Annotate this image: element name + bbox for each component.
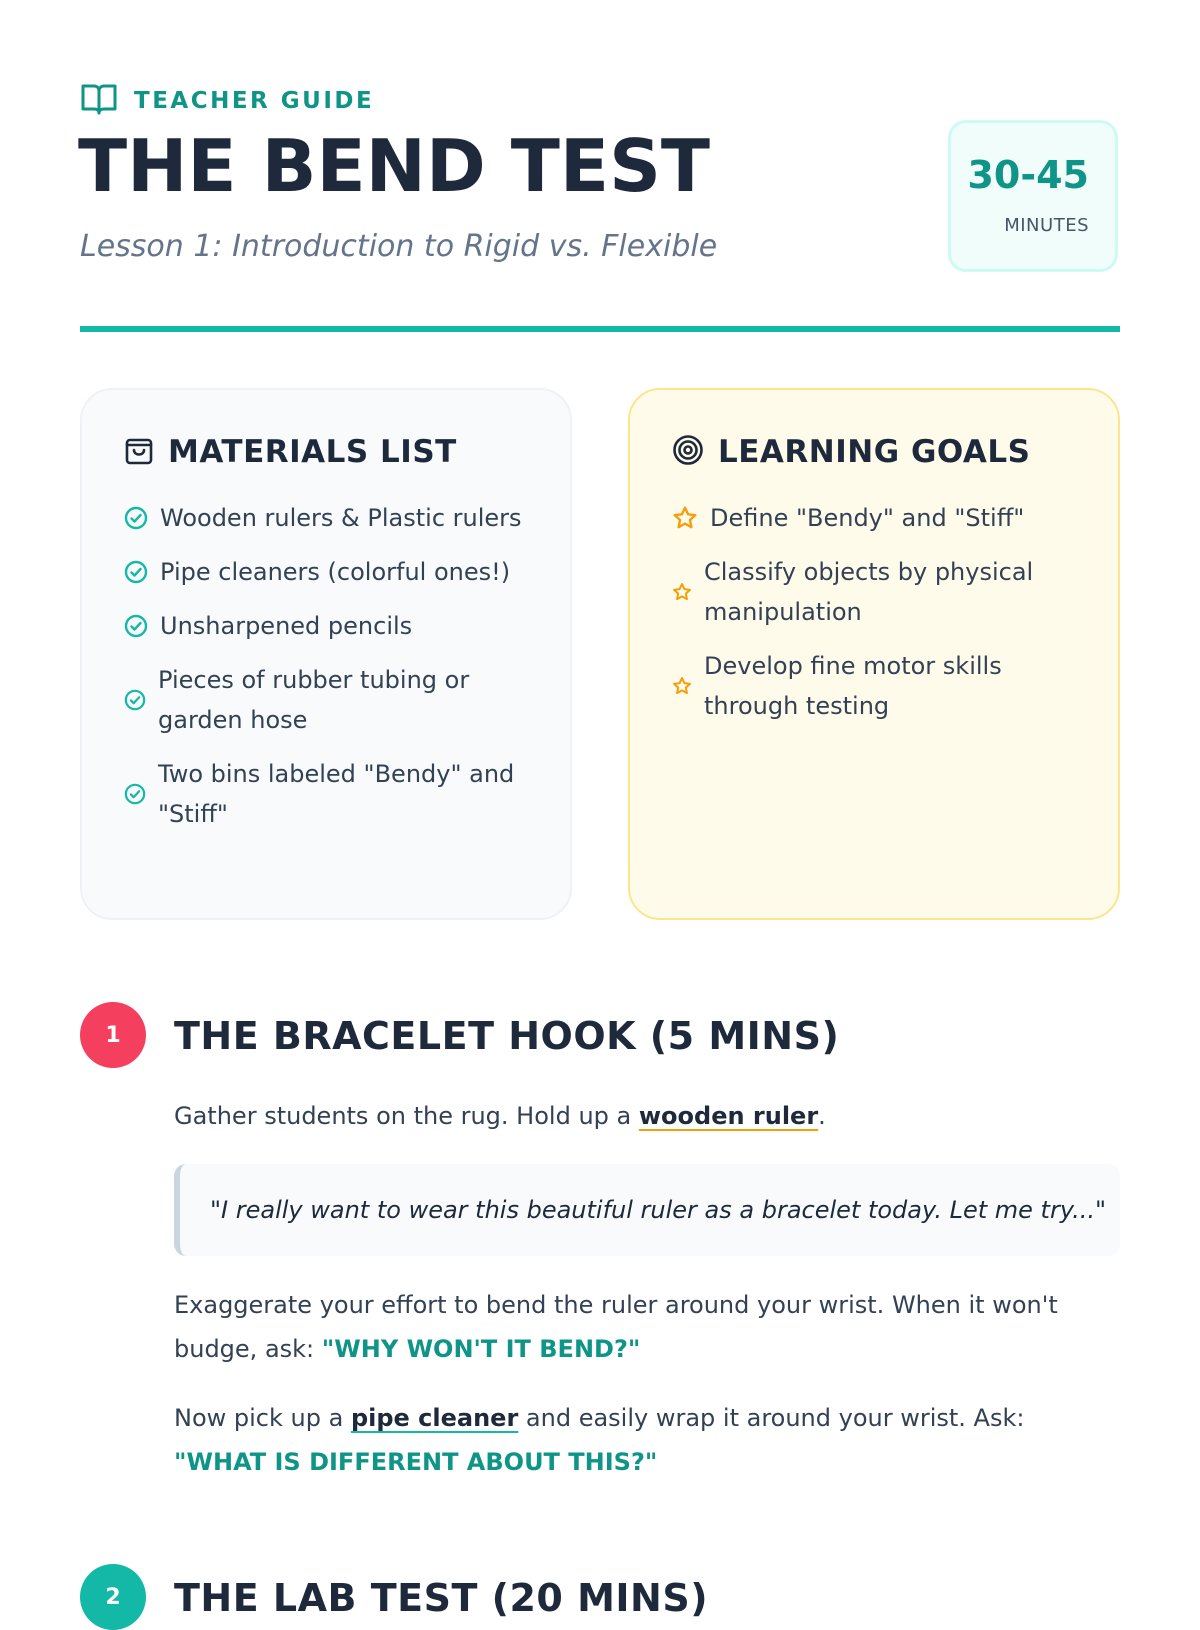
material-label: Pipe cleaners (colorful ones!) bbox=[160, 558, 511, 586]
step-2-title: THE LAB TEST (20 MINS) bbox=[174, 1576, 709, 1620]
list-item bbox=[124, 660, 534, 740]
list-item bbox=[672, 498, 1082, 538]
question-why: "WHY WON'T IT BEND?" bbox=[321, 1335, 641, 1363]
page-title: THE BEND TEST bbox=[78, 124, 711, 208]
duration-unit: MINUTES bbox=[1004, 215, 1089, 236]
duration-value: 30-45 bbox=[967, 153, 1089, 197]
text: Exaggerate your effort to bend the ruler around your wrist. When it won't budge, ask: bbox=[174, 1291, 1058, 1363]
goals-list bbox=[672, 498, 1082, 726]
step-1-title: THE BRACELET HOOK (5 MINS) bbox=[174, 1014, 840, 1058]
check-circle-icon bbox=[124, 783, 146, 805]
text: and easily wrap it around your wrist. Ask: bbox=[518, 1404, 1025, 1432]
goal-label: Classify objects by physical manipulation bbox=[704, 558, 1034, 626]
target-icon bbox=[672, 434, 704, 470]
goal-label: Define "Bendy" and "Stiff" bbox=[710, 504, 1025, 532]
page-subtitle: Lesson 1: Introduction to Rigid vs. Flexible bbox=[80, 229, 718, 264]
text: Gather students on the rug. Hold up a bbox=[174, 1102, 639, 1130]
material-label: Two bins labeled "Bendy" and "Stiff" bbox=[158, 760, 515, 828]
check-circle-icon bbox=[124, 614, 148, 638]
duration-badge bbox=[948, 120, 1118, 272]
list-item bbox=[672, 552, 1082, 632]
material-label: Wooden rulers & Plastic rulers bbox=[160, 504, 522, 532]
material-label: Pieces of rubber tubing or garden hose bbox=[158, 666, 470, 734]
goal-label: Develop fine motor skills through testing bbox=[704, 652, 1002, 720]
eyebrow bbox=[80, 82, 374, 120]
star-icon bbox=[672, 582, 692, 602]
check-circle-icon bbox=[124, 689, 146, 711]
step-1-intro bbox=[174, 1094, 1104, 1138]
star-icon bbox=[672, 676, 692, 696]
book-open-icon bbox=[80, 82, 118, 120]
step-2-badge: 2 bbox=[80, 1564, 146, 1630]
list-item bbox=[124, 498, 534, 538]
list-item bbox=[124, 552, 534, 592]
materials-title: MATERIALS LIST bbox=[168, 434, 457, 470]
header-divider bbox=[80, 326, 1120, 332]
materials-list bbox=[124, 498, 534, 834]
step-1-badge: 1 bbox=[80, 1002, 146, 1068]
check-circle-icon bbox=[124, 560, 148, 584]
star-icon bbox=[672, 505, 698, 531]
goals-title: LEARNING GOALS bbox=[718, 434, 1031, 470]
step-1-paragraph-2 bbox=[174, 1283, 1104, 1371]
learning-goals-card bbox=[628, 388, 1120, 920]
teacher-quote: "I really want to wear this beautiful ruler as a bracelet today. Let me try..." bbox=[174, 1164, 1120, 1256]
list-item bbox=[124, 754, 534, 834]
highlight-pipe-cleaner: pipe cleaner bbox=[350, 1404, 519, 1432]
list-item bbox=[672, 646, 1082, 726]
step-1-paragraph-3 bbox=[174, 1396, 1104, 1484]
question-different: "WHAT IS DIFFERENT ABOUT THIS?" bbox=[174, 1448, 658, 1476]
highlight-wooden-ruler: wooden ruler bbox=[638, 1102, 819, 1130]
list-item bbox=[124, 606, 534, 646]
check-circle-icon bbox=[124, 506, 148, 530]
material-label: Unsharpened pencils bbox=[160, 612, 413, 640]
materials-card bbox=[80, 388, 572, 920]
eyebrow-text: TEACHER GUIDE bbox=[134, 88, 375, 114]
shopping-bag-icon bbox=[124, 434, 154, 470]
text: . bbox=[818, 1102, 826, 1130]
text: Now pick up a bbox=[174, 1404, 351, 1432]
